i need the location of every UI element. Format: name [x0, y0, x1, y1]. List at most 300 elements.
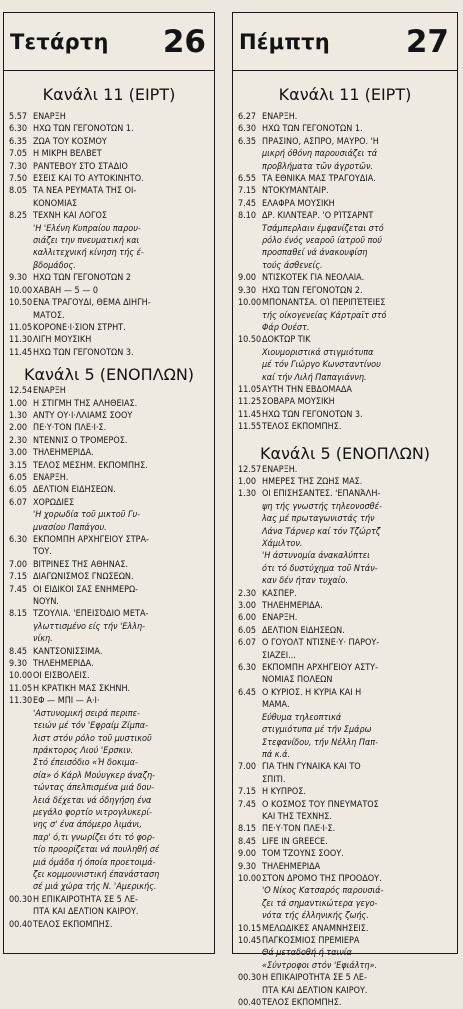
program-title: ΕΝΑΡΞΗ: [33, 112, 66, 122]
program-description: 'Ο Νίκος Κατσαρός παρουσιά-: [262, 886, 384, 897]
program-time: 8.05: [9, 186, 28, 197]
program-row: [9, 484, 210, 496]
program-entry: [9, 534, 210, 559]
program-entry: [238, 272, 453, 284]
program-entry: [9, 658, 210, 670]
program-description: τίο προορίζεται νά πουληθή σέ: [33, 845, 160, 856]
program-title: ΝΤΙΣΚΟΤΕΚ ΓΙΑ ΝΕΟΛΑΙΑ.: [262, 273, 365, 284]
program-row: [238, 588, 453, 600]
program-description: 'Αστυνομική σειρά περιπε-: [33, 708, 140, 719]
program-time: 7.15: [9, 572, 28, 583]
program-time: 00.40: [9, 919, 33, 930]
program-title-continued: ΣΠΙΤΙ.: [262, 774, 286, 785]
program-time: 10.00: [9, 671, 33, 682]
program-row: [238, 923, 453, 935]
program-description: Χιουμοριστικά στιγμιότυπα: [262, 347, 374, 358]
program-time: 00.30: [9, 894, 33, 905]
program-row: [238, 848, 453, 860]
program-title: ΔΟΚΤΩΡ ΤΙΚ: [262, 335, 311, 346]
program-entry: [9, 111, 210, 123]
program-title: ΤΕΧΝΗ ΚΑΙ ΛΟΓΟΣ: [33, 211, 108, 222]
program-row: [238, 600, 453, 612]
program-time: 7.00: [9, 559, 28, 570]
program-time: 9.00: [238, 849, 257, 860]
program-time: 00.40: [238, 998, 262, 1009]
program-time: 3.15: [9, 460, 28, 471]
program-entry: [238, 861, 453, 873]
program-title-continued: ΣΙΑΖΕΙ...: [262, 650, 296, 661]
program-title: ΤΕΛΟΣ ΕΚΠΟΜΠΗΣ.: [33, 919, 113, 930]
program-entry: [9, 559, 210, 571]
program-title: ΤΑ ΕΘΝΙΚΑ ΜΑΣ ΤΡΑΓΟΥΔΙΑ.: [262, 174, 376, 185]
program-time: 7.05: [9, 149, 28, 160]
program-time: 7.45: [238, 198, 257, 209]
program-time: 7.50: [9, 174, 28, 185]
program-row: [238, 873, 453, 885]
program-row: [238, 210, 453, 222]
program-title: LIFE IN GREECE.: [262, 836, 328, 847]
program-entry: [238, 285, 453, 297]
program-row: [9, 584, 210, 596]
program-title: ΤΕΛΟΣ ΕΚΠΟΜΠΗΣ.: [262, 422, 342, 433]
program-row: [238, 761, 453, 773]
program-description: Λάνα Τάρνερ καί τόν Τζώρτζ: [262, 526, 381, 537]
program-entry: [238, 136, 453, 173]
program-time: 7.30: [9, 161, 28, 172]
program-entry: [9, 322, 210, 334]
program-description: ζει κομμουνιστική έπανάσταση: [33, 869, 160, 880]
program-entry: [238, 687, 453, 761]
program-row: [9, 894, 210, 906]
program-entry: [238, 972, 453, 997]
program-title: ΕΝΑΡΞΗ: [33, 386, 66, 397]
program-title: Η ΚΡΑΤΙΚΗ ΜΑΣ ΣΚΗΝΗ.: [33, 683, 131, 694]
program-time: 1.00: [9, 398, 28, 409]
program-title: ΔΙΑΓΩΝΙΣΜΟΣ ΓΝΩΣΕΩΝ.: [33, 572, 134, 583]
program-description: πά κ.ά.: [262, 749, 291, 760]
program-title-continued: ΚΑΙ ΤΗΣ ΤΕΧΝΗΣ.: [262, 811, 332, 822]
program-description: νότα τής έλληνικής ζωής.: [262, 911, 369, 922]
program-time: 8.45: [9, 646, 28, 657]
program-title: ΤΕΛΟΣ ΕΚΠΟΜΠΗΣ.: [262, 998, 342, 1009]
program-row: [9, 322, 210, 334]
program-time: 8.45: [238, 836, 257, 847]
program-title: ΗΧΩ ΤΩΝ ΓΕΓΟΝΟΤΩΝ 2.: [262, 285, 363, 296]
program-description: ότι τό δυστύχημα τοῦ Ντάν-: [262, 563, 378, 574]
program-row: [9, 534, 210, 546]
channel-title: Κανάλι 5 (ΕΝΟΠΛΩΝ): [23, 365, 195, 385]
day-number: 26: [162, 23, 206, 60]
program-row: [9, 185, 210, 197]
program-row: [9, 571, 210, 583]
program-entry: [238, 786, 453, 798]
program-entry: [238, 625, 453, 637]
program-title: ΑΥΤΗ ΤΗΝ ΕΒΔΟΜΑΔΑ: [262, 384, 352, 395]
program-description: νίκη.: [33, 634, 53, 645]
program-entry: [9, 608, 210, 645]
program-time: 11.45: [9, 347, 33, 358]
program-entry: [9, 297, 210, 322]
program-entry: [9, 584, 210, 609]
program-description: Στό έπεισόδιο «Ή δοκιμα-: [33, 758, 138, 769]
program-entry: [9, 422, 210, 434]
program-entry: [9, 185, 210, 210]
program-description: καί τήν Λιλή Παπαγιάννη.: [262, 372, 367, 383]
program-row: [238, 396, 453, 408]
program-title-continued: ΤΟΥ.: [33, 547, 52, 558]
program-title: ΔΕΛΤΙΟΝ ΕΙΔΗΣΕΩΝ.: [262, 625, 345, 636]
program-description: Θά μεταδοθή ή ταινία: [262, 948, 352, 959]
program-time: 6.30: [238, 124, 257, 135]
program-description: λειά δέχεται νά όδηγήση ένα: [33, 795, 152, 806]
program-title-continued: ΝΟΜΙΑΣ ΠΟΛΕΩΝ: [262, 675, 333, 686]
program-time: 11.05: [9, 683, 33, 694]
program-time: 2.00: [9, 423, 28, 434]
program-time: 7.00: [238, 762, 257, 773]
program-description: σιάζει την πνευματική και: [33, 236, 140, 247]
program-row: [9, 658, 210, 670]
program-entry: [9, 285, 210, 297]
program-time: 00.30: [238, 973, 262, 984]
program-title-continued: ΝΟΥΝ.: [33, 597, 59, 608]
program-entry: [238, 997, 453, 1009]
program-row: [238, 334, 453, 346]
program-list: [4, 385, 214, 931]
program-time: 11.05: [9, 322, 33, 333]
program-title: ΚΑΣΠΕΡ.: [262, 588, 297, 599]
program-row: [9, 334, 210, 346]
program-title: ΟΙ ΕΙΔΙΚΟΙ ΣΑΣ ΕΝΗΜΕΡΩ-: [33, 584, 139, 595]
program-entry: [238, 464, 453, 476]
program-row: [238, 272, 453, 284]
program-title: ΕΝΑ ΤΡΑΓΟΥΔΙ, ΘΕΜΑ ΔΙΗΓΗ-: [33, 298, 151, 309]
program-entry: [238, 185, 453, 197]
program-description: μιά όμάδα ή όποία προετοιμά-: [33, 857, 156, 868]
program-title: ΝΤΟΚΥΜΑΝΤΑΙΡ.: [262, 186, 329, 197]
program-entry: [238, 612, 453, 624]
program-title: ΜΕΛΩΔΙΚΕΣ ΑΝΑΜΝΗΣΕΙΣ.: [262, 923, 369, 934]
program-row: [9, 472, 210, 484]
program-description: προσπαθεί νά άνακουφίση: [262, 248, 368, 259]
program-row: [238, 972, 453, 984]
program-entry: [238, 588, 453, 600]
program-row: [9, 422, 210, 434]
program-description: προβλήματα τῶν άγροτῶν.: [262, 161, 374, 172]
program-time: 6.05: [9, 472, 28, 483]
program-entry: [238, 935, 453, 972]
program-time: 6.05: [238, 625, 257, 636]
day-column-wednesday: [3, 12, 215, 954]
program-time: 2.30: [238, 588, 257, 599]
program-title: ΤΗΛΕΗΜΕΡΙΔΑ.: [262, 601, 323, 612]
program-row: [9, 447, 210, 459]
program-row: [238, 488, 453, 500]
program-row: [9, 435, 210, 447]
program-time: 10.50: [9, 298, 33, 309]
program-title: ΟΙ ΕΠΙΣΗΣΑΝΤΕΣ. 'ΕΠΑΝΆΛΗ-: [262, 489, 381, 500]
program-time: 10.00: [9, 285, 33, 296]
program-time: 8.15: [238, 824, 257, 835]
program-title: ΑΝΤΥ ΟΥ·Ι·ΛΛΙΑΜΣ ΣΟΟΥ: [33, 410, 133, 421]
program-title: ΤΗΛΕΗΜΕΡΙΔΑ.: [33, 659, 94, 670]
program-title: ΤΗΛΕΗΜΕΡΙΔΑ.: [33, 448, 94, 459]
program-time: 6.27: [238, 112, 257, 122]
program-title: ΗΧΩ ΤΩΝ ΓΕΓΟΝΟΤΩΝ 1.: [33, 124, 134, 135]
program-time: 9.30: [9, 273, 28, 284]
program-row: [9, 385, 210, 397]
program-entry: [238, 488, 453, 587]
program-row: [9, 410, 210, 422]
program-row: [9, 123, 210, 135]
program-entry: [9, 472, 210, 484]
program-entry: [238, 173, 453, 185]
program-row: [9, 285, 210, 297]
program-time: 7.15: [238, 186, 257, 197]
program-title: ΠΕ·Υ·ΤΟΝ ΠΛΕ·Ι·Σ.: [33, 423, 107, 434]
program-entry: [9, 410, 210, 422]
program-time: 11.30: [9, 696, 33, 707]
program-entry: [238, 297, 453, 334]
program-list: [233, 464, 457, 1009]
program-time: 8.15: [9, 609, 28, 620]
program-title: ΣΟΒΑΡΑ ΜΟΥΣΙΚΗ: [262, 397, 335, 408]
program-time: 6.30: [238, 663, 257, 674]
program-entry: [9, 385, 210, 397]
program-row: [9, 460, 210, 472]
program-title-continued: ΠΤΑ ΚΑΙ ΔΕΛΤΙΟΝ ΚΑΙΡΟΥ.: [33, 907, 139, 918]
program-title: ΗΧΩ ΤΩΝ ΓΕΓΟΝΟΤΩΝ 1.: [262, 124, 363, 135]
program-time: 1.30: [238, 489, 257, 500]
program-entry: [238, 476, 453, 488]
program-row: [238, 612, 453, 624]
program-row: [238, 662, 453, 674]
program-time: 1.00: [238, 476, 257, 487]
channel-title: Κανάλι 5 (ΕΝΟΠΛΩΝ): [259, 443, 431, 463]
program-title: ΗΧΩ ΤΩΝ ΓΕΓΟΝΟΤΩΝ 3.: [33, 347, 134, 358]
program-description: 'Η 'Ελένη Κυπραίου παρου-: [33, 223, 141, 234]
program-description: τής οίκογενείας Κάρτραϊτ στό: [262, 310, 387, 321]
program-entry: [238, 637, 453, 662]
day-number: 27: [405, 23, 449, 60]
program-entry: [238, 210, 453, 272]
day-header: [4, 13, 214, 71]
program-title: ΤΑ ΝΕΑ ΡΕΥΜΑΤΑ ΤΗΣ ΟΙ-: [33, 186, 137, 197]
program-title: ΗΜΕΡΕΣ ΤΗΣ ΖΩΗΣ ΜΑΣ.: [262, 476, 363, 487]
program-time: 7.45: [9, 584, 28, 595]
program-time: 9.30: [9, 659, 28, 670]
program-row: [238, 935, 453, 947]
program-entry: [9, 161, 210, 173]
program-row: [9, 161, 210, 173]
program-title: ΖΩΑ ΤΟΥ ΚΟΣΜΟΥ: [33, 136, 107, 147]
program-title: ΧΑΒΑΗ — 5 — 0: [33, 285, 99, 296]
program-entry: [238, 111, 453, 123]
program-description: ρόλο ένός νεαροῦ ίατροῦ πού: [262, 236, 382, 247]
program-description: σία» ό Κάρλ Μούυγκερ άναζη-: [33, 770, 156, 781]
program-title: ΡΑΝΤΕΒΟΥ ΣΤΟ ΣΤΑΔΙΟ: [33, 161, 128, 172]
program-title: ΜΠΟΝΑΝΤΣΑ. ΟΊ ΠΕΡΙΠΈΤΕΙΕΣ: [262, 298, 386, 309]
program-time: 10.00: [238, 873, 262, 884]
program-description: τώντας άπελπισμένα μιά δου-: [33, 783, 155, 794]
program-entry: [9, 136, 210, 148]
program-row: [238, 297, 453, 309]
program-entry: [238, 198, 453, 210]
program-row: [238, 421, 453, 433]
program-time: 12.57: [238, 464, 262, 475]
program-title: ΗΧΩ ΤΩΝ ΓΕΓΟΝΟΤΩΝ 2: [33, 273, 131, 284]
program-list: [4, 111, 214, 359]
program-title: ΗΧΩ ΤΩΝ ΓΕΓΟΝΟΤΩΝ 3.: [262, 409, 363, 420]
program-title: ΤΕΛΟΣ ΜΕΣΗΜ. ΕΚΠΟΜΠΗΣ.: [33, 460, 148, 471]
program-title: ΕΝΑΡΞΗ.: [262, 464, 298, 475]
program-row: [9, 173, 210, 185]
program-title: Η ΣΤΙΓΜΗ ΤΗΣ ΑΛΗΘΕΙΑΣ.: [33, 398, 138, 409]
program-description: μεγάλο φορτίο νιτρογλυκερί-: [33, 807, 152, 818]
program-row: [238, 836, 453, 848]
program-entry: [9, 571, 210, 583]
program-title: ΒΙΤΡΙΝΕΣ ΤΗΣ ΑΘΗΝΑΣ.: [33, 559, 129, 570]
program-title: ΚΑΝΤΣΟΝΙΣΣΙΜΑ.: [33, 646, 103, 657]
program-row: [238, 687, 453, 699]
program-time: 9.30: [238, 285, 257, 296]
program-row: [9, 272, 210, 284]
program-time: 1.30: [9, 410, 28, 421]
program-title: Η ΜΙΚΡΗ ΒΕΛΒΕΤ: [33, 149, 102, 160]
program-entry: [238, 836, 453, 848]
program-entry: [9, 435, 210, 447]
program-row: [9, 646, 210, 658]
program-title: ΣΤΟΝ ΔΡΟΜΟ ΤΗΣ ΠΡΟΟΔΟΥ.: [262, 873, 382, 884]
program-description: ψη τής γνωστής τηλεονοσθέ-: [262, 501, 382, 512]
program-title: Η ΕΠΙΚΑΙΡΟΤΗΤΑ ΣΕ 5 ΛΕ-: [262, 973, 367, 984]
program-entry: [238, 923, 453, 935]
program-title: ΔΡ. ΚΙΛΝΤΕΑΡ. 'Ο ΡΊΤΣΑΡΝΤ: [262, 211, 374, 222]
program-time: 10.50: [238, 335, 262, 346]
program-description: τούς άσθενείς.: [262, 260, 323, 271]
program-time: 8.10: [238, 211, 257, 222]
program-description: καλλιτεχνική κίνηση τής έ-: [33, 248, 144, 259]
program-row: [238, 285, 453, 297]
program-row: [9, 210, 210, 222]
program-row: [238, 464, 453, 476]
program-row: [238, 409, 453, 421]
program-title: ΕΝΑΡΞΗ.: [33, 472, 69, 483]
day-name: Τετάρτη: [10, 29, 109, 54]
program-row: [238, 111, 453, 123]
program-title: Η ΕΠΙΚΑΙΡΟΤΗΤΑ ΣΕ 5 ΛΕ-: [33, 894, 138, 905]
program-description: Φάρ Ουέστ.: [262, 322, 310, 333]
day-header: [233, 13, 457, 71]
program-row: [9, 497, 210, 509]
program-time: 11.25: [238, 397, 262, 408]
program-entry: [9, 173, 210, 185]
day-name: Πέμπτη: [239, 29, 330, 54]
program-description: στιγμιότυπα μέ τήν Σμάρω: [262, 725, 372, 736]
program-row: [238, 786, 453, 798]
program-title: ΧΟΡΩΔΙΕΣ: [33, 497, 75, 508]
program-title-continued: ΜΑΜΑ.: [262, 700, 290, 711]
program-description: μέ τόν Γιώργο Κωνσταντίνου: [262, 360, 381, 371]
program-row: [238, 799, 453, 811]
program-row: [238, 625, 453, 637]
program-row: [9, 919, 210, 931]
program-title: ΠΑΓΚΟΣΜΙΟΣ ΠΡΕΜΙΕΡΑ: [262, 936, 360, 946]
program-title: ΕΚΠΟΜΠΗ ΑΡΧΗΓΕΙΟΥ ΑΣΤΥ-: [262, 663, 379, 674]
program-time: 8.25: [9, 211, 28, 222]
program-title: Ο ΓΟΥΟΛΤ ΝΤΙΣΝΕ·Υ· ΠΑΡΟΥ-: [262, 638, 380, 649]
program-title: ΝΤΕΝΝΙΣ Ο ΤΡΟΜΕΡΟΣ.: [33, 435, 128, 446]
program-entry: [9, 919, 210, 931]
program-description: καν δέν ήταν τυχαίο.: [262, 576, 349, 587]
program-time: 10.45: [238, 936, 262, 946]
program-time: 11.55: [238, 422, 262, 433]
day-column-thursday: [232, 12, 458, 1009]
program-entry: [9, 272, 210, 284]
program-description: νης σ' ένα άπόμερο λιμάνι,: [33, 820, 142, 831]
program-entry: [9, 347, 210, 359]
program-entry: [9, 695, 210, 894]
program-row: [238, 185, 453, 197]
program-row: [238, 637, 453, 649]
program-description: πράκτορος Λιού 'Ερσκιν.: [33, 745, 134, 756]
program-time: 5.57: [9, 112, 28, 122]
program-title-continued: ΜΑΤΟΣ.: [33, 310, 65, 321]
program-row: [9, 559, 210, 571]
program-time: 6.45: [238, 687, 257, 698]
program-row: [9, 608, 210, 620]
program-entry: [238, 799, 453, 824]
program-time: 11.05: [238, 384, 262, 395]
channel-title: Κανάλι 11 (ΕΙΡΤ): [278, 85, 412, 104]
program-description: Χάμιλτον.: [262, 539, 303, 549]
program-entry: [238, 409, 453, 421]
program-description: μνασίου Παπάγου.: [33, 522, 107, 533]
program-row: [9, 148, 210, 160]
program-row: [238, 123, 453, 135]
program-row: [9, 347, 210, 359]
program-title: ΓΙΑ ΤΗΝ ΓΥΝΑΙΚΑ ΚΑΙ ΤΟ: [262, 762, 361, 773]
program-description: 'Η άστυνομία άνακαλύπτει: [262, 551, 370, 562]
program-title: ΠΕ·Υ·ΤΟΝ ΠΛΕ·Ι·Σ.: [262, 824, 336, 835]
program-entry: [238, 421, 453, 433]
program-title: ΛΙΓΗ ΜΟΥΣΙΚΗ: [33, 335, 92, 346]
program-description: «Σύντροφοι στόν 'Εφιάλτη».: [262, 960, 378, 971]
program-title: ΕΦ — ΜΠΙ — Α·Ι·: [33, 696, 100, 707]
program-description: λας μέ πρωταγωνιστάς τήν: [262, 514, 375, 525]
program-entry: [9, 646, 210, 658]
program-row: [9, 398, 210, 410]
program-time: 7.15: [238, 787, 257, 798]
channel-title: Κανάλι 11 (ΕΙΡΤ): [42, 85, 176, 104]
program-time: 6.30: [9, 535, 28, 545]
program-list: [233, 111, 457, 434]
program-row: [238, 997, 453, 1009]
program-title: Ο ΚΟΣΜΟΣ ΤΟΥ ΠΝΕΥΜΑΤΟΣ: [262, 799, 379, 810]
program-title: ΤΟΜ ΤΖΟΥΝΣ ΣΟΟΥ.: [262, 849, 344, 860]
program-time: 10.00: [238, 298, 262, 309]
program-entry: [9, 670, 210, 682]
program-title: Ο ΚΥΡΙΟΣ. Η ΚΥΡΙΑ ΚΑΙ Η: [262, 687, 362, 698]
program-row: [9, 683, 210, 695]
program-entry: [9, 398, 210, 410]
program-entry: [238, 123, 453, 135]
program-entry: [9, 148, 210, 160]
program-row: [238, 136, 453, 148]
program-time: 9.30: [238, 861, 257, 872]
program-row: [9, 695, 210, 707]
program-description: λιστ στόν ρόλο τοῦ μυστικοῦ: [33, 733, 152, 744]
program-entry: [9, 334, 210, 346]
